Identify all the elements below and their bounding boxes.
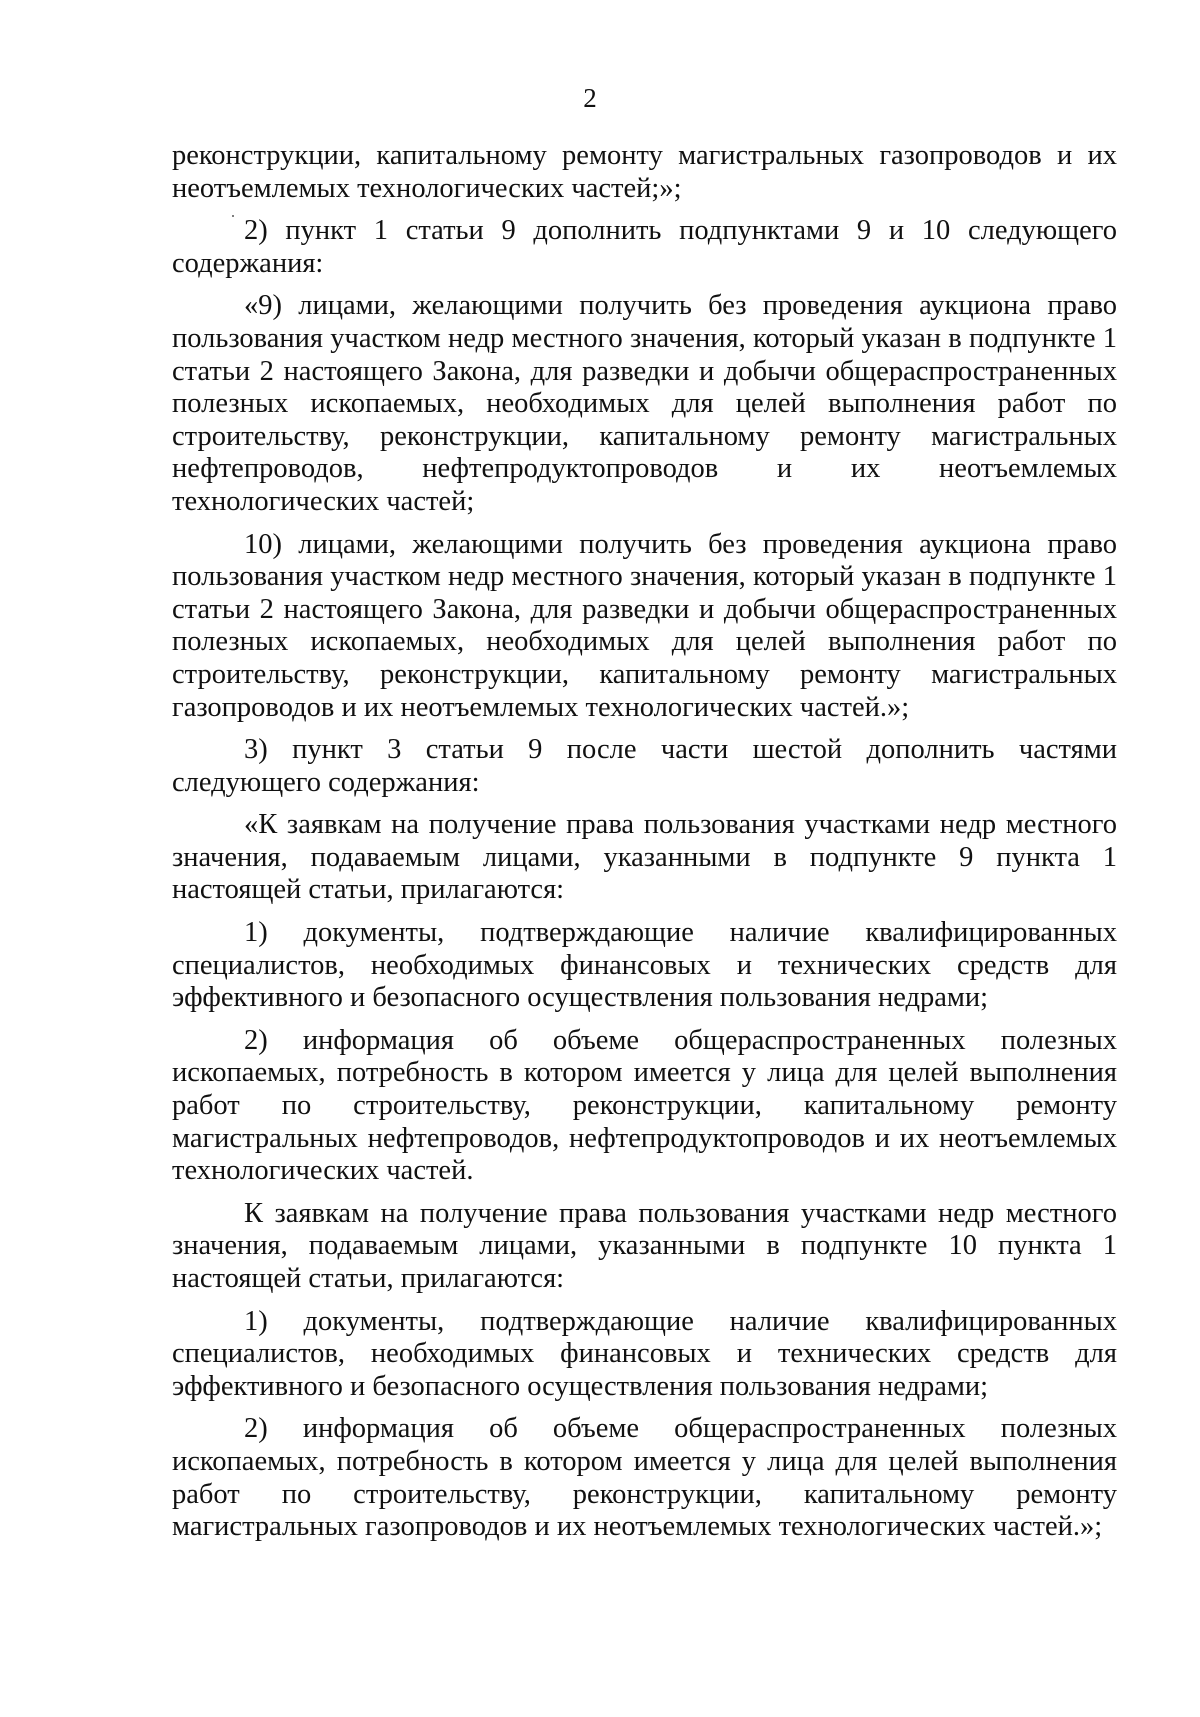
paragraph-continuation: реконструкции, капитальному ремонту магистральных газопроводов и их неотъемлемых технологических частей;»; — [172, 140, 1117, 204]
paragraph-item-2: 2) пункт 1 статьи 9 дополнить подпунктами 9 и 10 следующего содержания: — [172, 215, 1117, 279]
paragraph-information-9: 2) информация об объеме общераспространенных полезных ископаемых, потребность в котором имеется у лица для целей выполнения работ по строительству, реконструкции, капитальному ремонту магистральных нефтепроводов, нефтепродуктопроводов и их неотъемлемых технологических частей. — [172, 1024, 1117, 1187]
paragraph-applications-10: К заявкам на получение права пользования участками недр местного значения, подаваемым лицами, указанными в подпункте 10 пункта 1 настоящей статьи, прилагаются: — [172, 1197, 1117, 1294]
paragraph-item-3: 3) пункт 3 статьи 9 после части шестой дополнить частями следующего содержания: — [172, 734, 1117, 798]
document-body — [172, 140, 1117, 1554]
paragraph-subitem-10: 10) лицами, желающими получить без проведения аукциона право пользования участком недр местного значения, который указан в подпункте 1 статьи 2 настоящего Закона, для разведки и добычи общераспространенных полезных ископаемых, необходимых для целей выполнения работ по строительству, реконструкции, капитальному ремонту магистральных газопроводов и их неотъемлемых технологических частей.»; — [172, 528, 1117, 723]
paragraph-applications-9: «К заявкам на получение права пользования участками недр местного значения, подаваемым лицами, указанными в подпункте 9 пункта 1 настоящей статьи, прилагаются: — [172, 809, 1117, 906]
paragraph-documents-10: 1) документы, подтверждающие наличие квалифицированных специалистов, необходимых финансовых и технических средств для эффективного и безопасного осуществления пользования недрами; — [172, 1305, 1117, 1402]
paragraph-documents-9: 1) документы, подтверждающие наличие квалифицированных специалистов, необходимых финансовых и технических средств для эффективного и безопасного осуществления пользования недрами; — [172, 917, 1117, 1014]
paragraph-subitem-9: «9) лицами, желающими получить без проведения аукциона право пользования участком недр местного значения, который указан в подпункте 1 статьи 2 настоящего Закона, для разведки и добычи общераспространенных полезных ископаемых, необходимых для целей выполнения работ по строительству, реконструкции, капитальному ремонту магистральных нефтепроводов, нефтепродуктопроводов и их неотъемлемых технологических частей; — [172, 290, 1117, 517]
page-number: 2 — [583, 83, 597, 113]
paragraph-information-10: 2) информация об объеме общераспространенных полезных ископаемых, потребность в котором имеется у лица для целей выполнения работ по строительству, реконструкции, капитальному ремонту магистральных газопроводов и их неотъемлемых технологических частей.»; — [172, 1413, 1117, 1543]
